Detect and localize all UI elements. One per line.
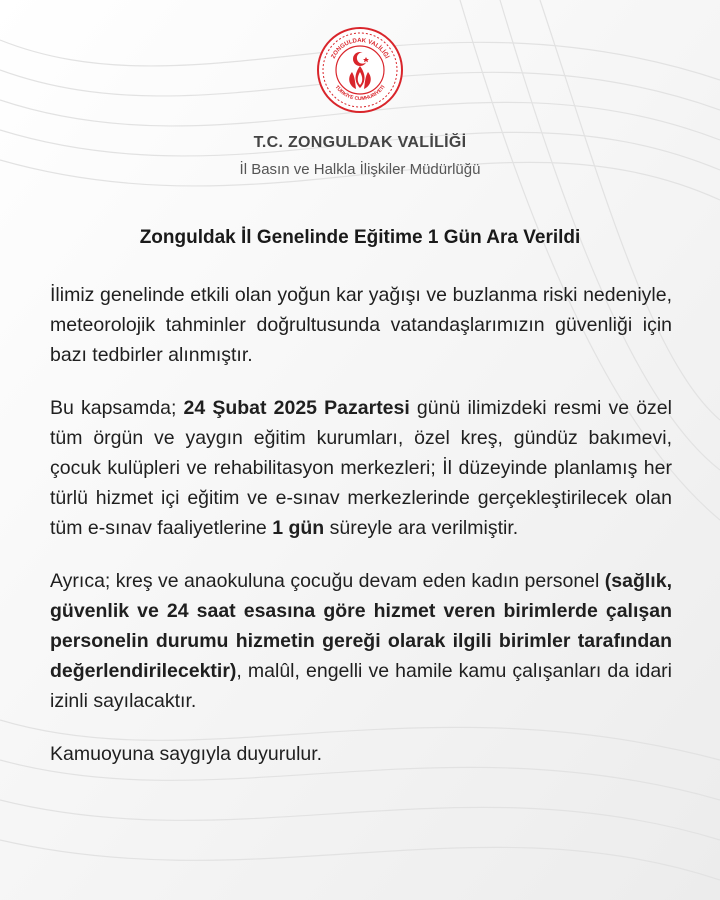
paragraph-4-text: Kamuoyuna saygıyla duyurulur.: [50, 742, 323, 765]
paragraph-3-bold-note: (sağlık, güvenlik ve 24 saat esasına göre hizmet veren birimlerde çalışan personelin durumu hizmetin gereği olarak ilgili birimler tarafından değerlendirilecektir): [50, 569, 672, 683]
seal-bottom-text: TÜRKİYE CUMHURİYETİ: [333, 84, 387, 103]
announcement-body: [50, 280, 672, 791]
paragraph-2: [50, 393, 672, 544]
paragraph-4: [50, 739, 672, 769]
paragraph-3: [50, 566, 672, 717]
organization-title: T.C. ZONGULDAK VALİLİĞİ: [253, 134, 467, 151]
paragraph-2-text-e: süreyle ara verilmiştir.: [324, 517, 519, 540]
paragraph-1: [50, 280, 672, 371]
seal-top-text: ZONGULDAK VALİLİĞİ: [330, 37, 390, 60]
paragraph-2-text-a: Bu kapsamda;: [50, 396, 184, 419]
paragraph-1-text: İlimiz genelinde etkili olan yoğun kar yağışı ve buzlanma riski nedeniyle, meteorolojik tahminler doğrultusunda vatandaşlarımızın güvenliği için bazı tedbirler alınmıştır.: [50, 284, 672, 367]
paragraph-2-date: 24 Şubat 2025 Pazartesi: [183, 396, 410, 419]
paragraph-3-text-a: Ayrıca; kreş ve anaokuluna çocuğu devam eden kadın personel: [50, 569, 605, 592]
paragraph-2-text-c: günü ilimizdeki resmi ve özel tüm örgün ve yaygın eğitim kurumları, özel kreş, gündüz bakımevi, çocuk kulüpleri ve rehabilitasyon merkezleri; İl düzeyinde planlamış her türlü hizmet içi eğitim ve e-sınav merkezlerinde gerçekleştirilecek olan tüm e-sınav faaliyetlerine: [50, 396, 672, 540]
paragraph-2-duration: 1 gün: [272, 517, 325, 540]
announcement-headline: Zonguldak İl Genelinde Eğitime 1 Gün Ara Verildi: [139, 227, 581, 248]
paragraph-3-text-c: , malûl, engelli ve hamile kamu çalışanları da idari izinli sayılacaktır.: [50, 660, 672, 713]
zonguldak-valiligi-seal-icon: [316, 26, 404, 114]
organization-subtitle: İl Basın ve Halkla İlişkiler Müdürlüğü: [239, 161, 481, 178]
